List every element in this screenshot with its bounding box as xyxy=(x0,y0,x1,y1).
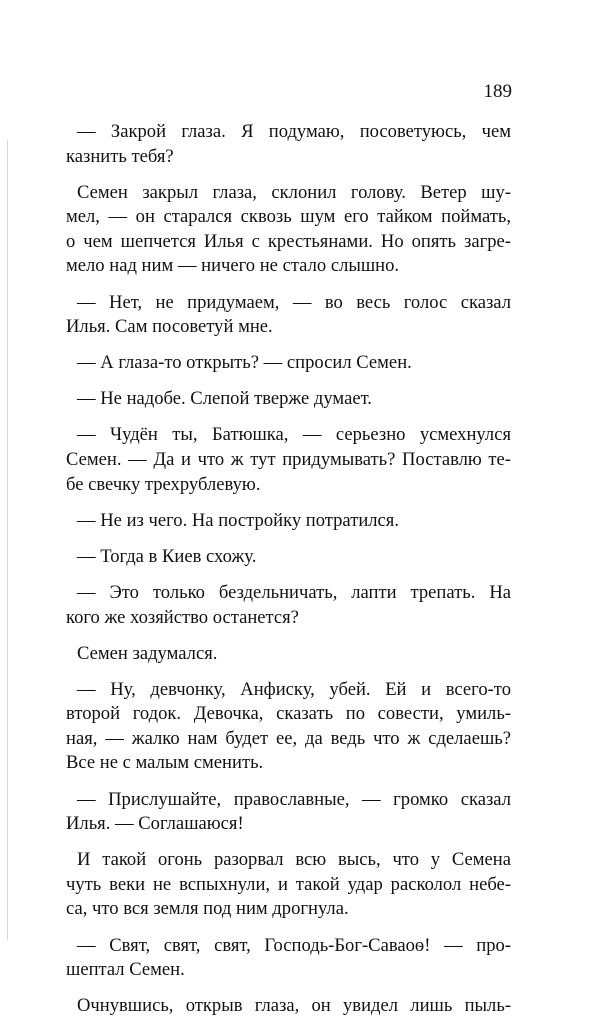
text-line: — Закрой глаза. Я подумаю, посоветуюсь, чем xyxy=(77,121,511,142)
text-line: мело над ним — ничего не стало слышно. xyxy=(66,255,400,277)
paragraph xyxy=(66,387,511,412)
text-line: бе свечку трехрублевую. xyxy=(66,473,261,495)
text-line: — Нет, не придумаем, — во весь голос сказал xyxy=(77,291,511,313)
page-text-body xyxy=(66,120,511,1030)
text-line: — Тогда в Киев схожу. xyxy=(77,545,257,567)
text-line: Очнувшись, открыв глаза, он увидел лишь пыль- xyxy=(77,995,511,1017)
paragraph xyxy=(66,678,511,776)
paragraph xyxy=(66,581,511,630)
text-line: о чем шепчется Илья с крестьянами. Но опять загре- xyxy=(66,230,511,252)
text-line: — Ну, девчонку, Анфиску, убей. Ей и всего-то xyxy=(77,678,511,700)
text-line: Все не с малым сменить. xyxy=(66,752,264,774)
text-line: — Не надобе. Слепой тверже думает. xyxy=(77,388,372,410)
text-line: — А глаза-то открыть? — спросил Семен. xyxy=(77,352,412,374)
paragraph xyxy=(66,994,511,1019)
paragraph xyxy=(66,642,511,667)
text-line: са, что вся земля под ним дрогнула. xyxy=(66,898,349,920)
paragraph xyxy=(66,788,511,837)
text-line: — Это только бездельничать, лапти трепать. На xyxy=(77,581,511,603)
paragraph xyxy=(66,120,511,169)
page-number: 189 xyxy=(483,81,512,102)
text-line: казнить тебя? xyxy=(66,145,174,167)
text-line: — Чудён ты, Батюшка, — серьезно усмехнулся xyxy=(77,424,511,446)
paragraph xyxy=(66,934,511,983)
text-line: — Свят, свят, свят, Господь-Бог-Саваоѳ! — про- xyxy=(77,934,511,956)
paragraph xyxy=(66,181,511,279)
text-line: — Не из чего. На постройку потратился. xyxy=(77,509,400,531)
paragraph xyxy=(66,291,511,340)
paragraph xyxy=(66,351,511,376)
text-line: Семен закрыл глаза, склонил голову. Ветер шу- xyxy=(77,181,511,203)
text-line: Илья. — Соглашаюся! xyxy=(66,813,244,835)
text-line: второй годок. Девочка, сказать по совести, умиль- xyxy=(66,703,511,725)
text-line: ная, — жалко нам будет ее, да ведь что ж сделаешь? xyxy=(66,727,511,749)
text-line: мел, — он старался сквозь шум его тайком поймать, xyxy=(66,206,511,228)
paragraph xyxy=(66,545,511,570)
page-edge-shadow xyxy=(7,140,8,940)
text-line: — Прислушайте, православные, — громко сказал xyxy=(77,788,511,810)
text-line: И такой огонь разорвал всю высь, что у Семена xyxy=(77,849,511,871)
text-line: кого же хозяйство останется? xyxy=(66,606,299,628)
paragraph xyxy=(66,423,511,497)
text-line: шептал Семен. xyxy=(66,959,185,981)
paragraph xyxy=(66,848,511,922)
paragraph xyxy=(66,509,511,534)
text-line: чуть веки не вспыхнули, и такой удар расколол небе- xyxy=(66,873,511,895)
text-line: Семен. — Да и что ж тут придумывать? Поставлю те- xyxy=(66,449,511,471)
text-line: Илья. Сам посоветуй мне. xyxy=(66,316,273,338)
text-line: Семен задумался. xyxy=(77,642,218,664)
